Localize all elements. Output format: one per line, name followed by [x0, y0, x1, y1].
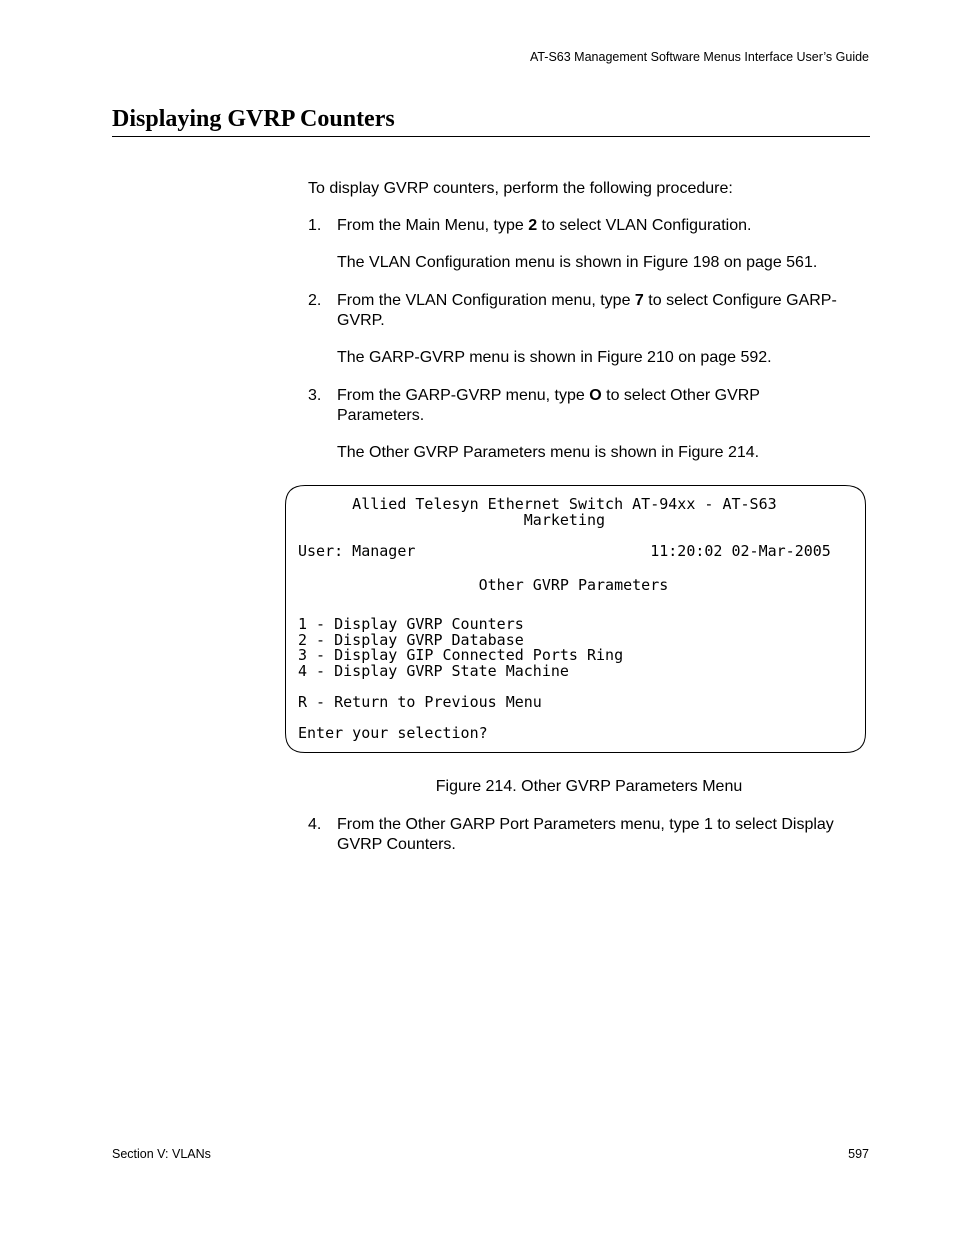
step-number: 2. — [308, 292, 322, 309]
menu-option-3[interactable]: 3 - Display GIP Connected Ports Ring — [298, 646, 624, 664]
running-header: AT-S63 Management Software Menus Interface User’s Guide — [529, 50, 869, 64]
menu-option-4[interactable]: 4 - Display GVRP State Machine — [298, 662, 569, 680]
page-number: 597 — [848, 1147, 869, 1161]
step-number: 4. — [308, 816, 322, 833]
terminal-menu-title: Other GVRP Parameters — [298, 576, 669, 594]
terminal-screen-figure — [285, 485, 865, 752]
menu-option-return[interactable]: R - Return to Previous Menu — [298, 693, 542, 711]
step-number: 3. — [308, 387, 322, 404]
step-text: From the GARP-GVRP menu, type O to select Other GVRP Parameters. — [337, 387, 760, 424]
footer-section: Section V: VLANs — [112, 1147, 211, 1161]
intro-paragraph: To display GVRP counters, perform the following procedure: — [308, 180, 733, 197]
menu-option-2[interactable]: 2 - Display GVRP Database — [298, 631, 524, 649]
terminal-user-line: User: Manager 11:20:02 02-Mar-2005 — [298, 542, 831, 560]
menu-option-1[interactable]: 1 - Display GVRP Counters — [298, 615, 524, 633]
step-text: From the Other GARP Port Parameters menu, type 1 to select Display GVRP Counters. — [337, 816, 834, 853]
section-title: Displaying GVRP Counters — [112, 106, 870, 137]
terminal-banner-line-1: Allied Telesyn Ethernet Switch AT-94xx - AT-S63 — [298, 495, 777, 513]
figure-caption: Figure 214. Other GVRP Parameters Menu — [435, 778, 743, 795]
key-value: 7 — [634, 292, 644, 309]
key-value: 2 — [528, 217, 538, 234]
step-number: 1. — [308, 217, 322, 234]
step-1-note: The VLAN Configuration menu is shown in Figure 198 on page 561. — [337, 254, 818, 271]
step-3-note: The Other GVRP Parameters menu is shown in Figure 214. — [337, 444, 760, 461]
terminal-banner-line-2: Marketing — [298, 511, 606, 529]
terminal-prompt[interactable]: Enter your selection? — [298, 724, 488, 742]
key-value: O — [589, 387, 602, 404]
step-text: From the VLAN Configuration menu, type 7 to select Configure GARP- GVRP. — [337, 292, 837, 329]
step-2-note: The GARP-GVRP menu is shown in Figure 210 on page 592. — [337, 349, 772, 366]
step-text: From the Main Menu, type 2 to select VLAN Configuration. — [337, 217, 752, 234]
